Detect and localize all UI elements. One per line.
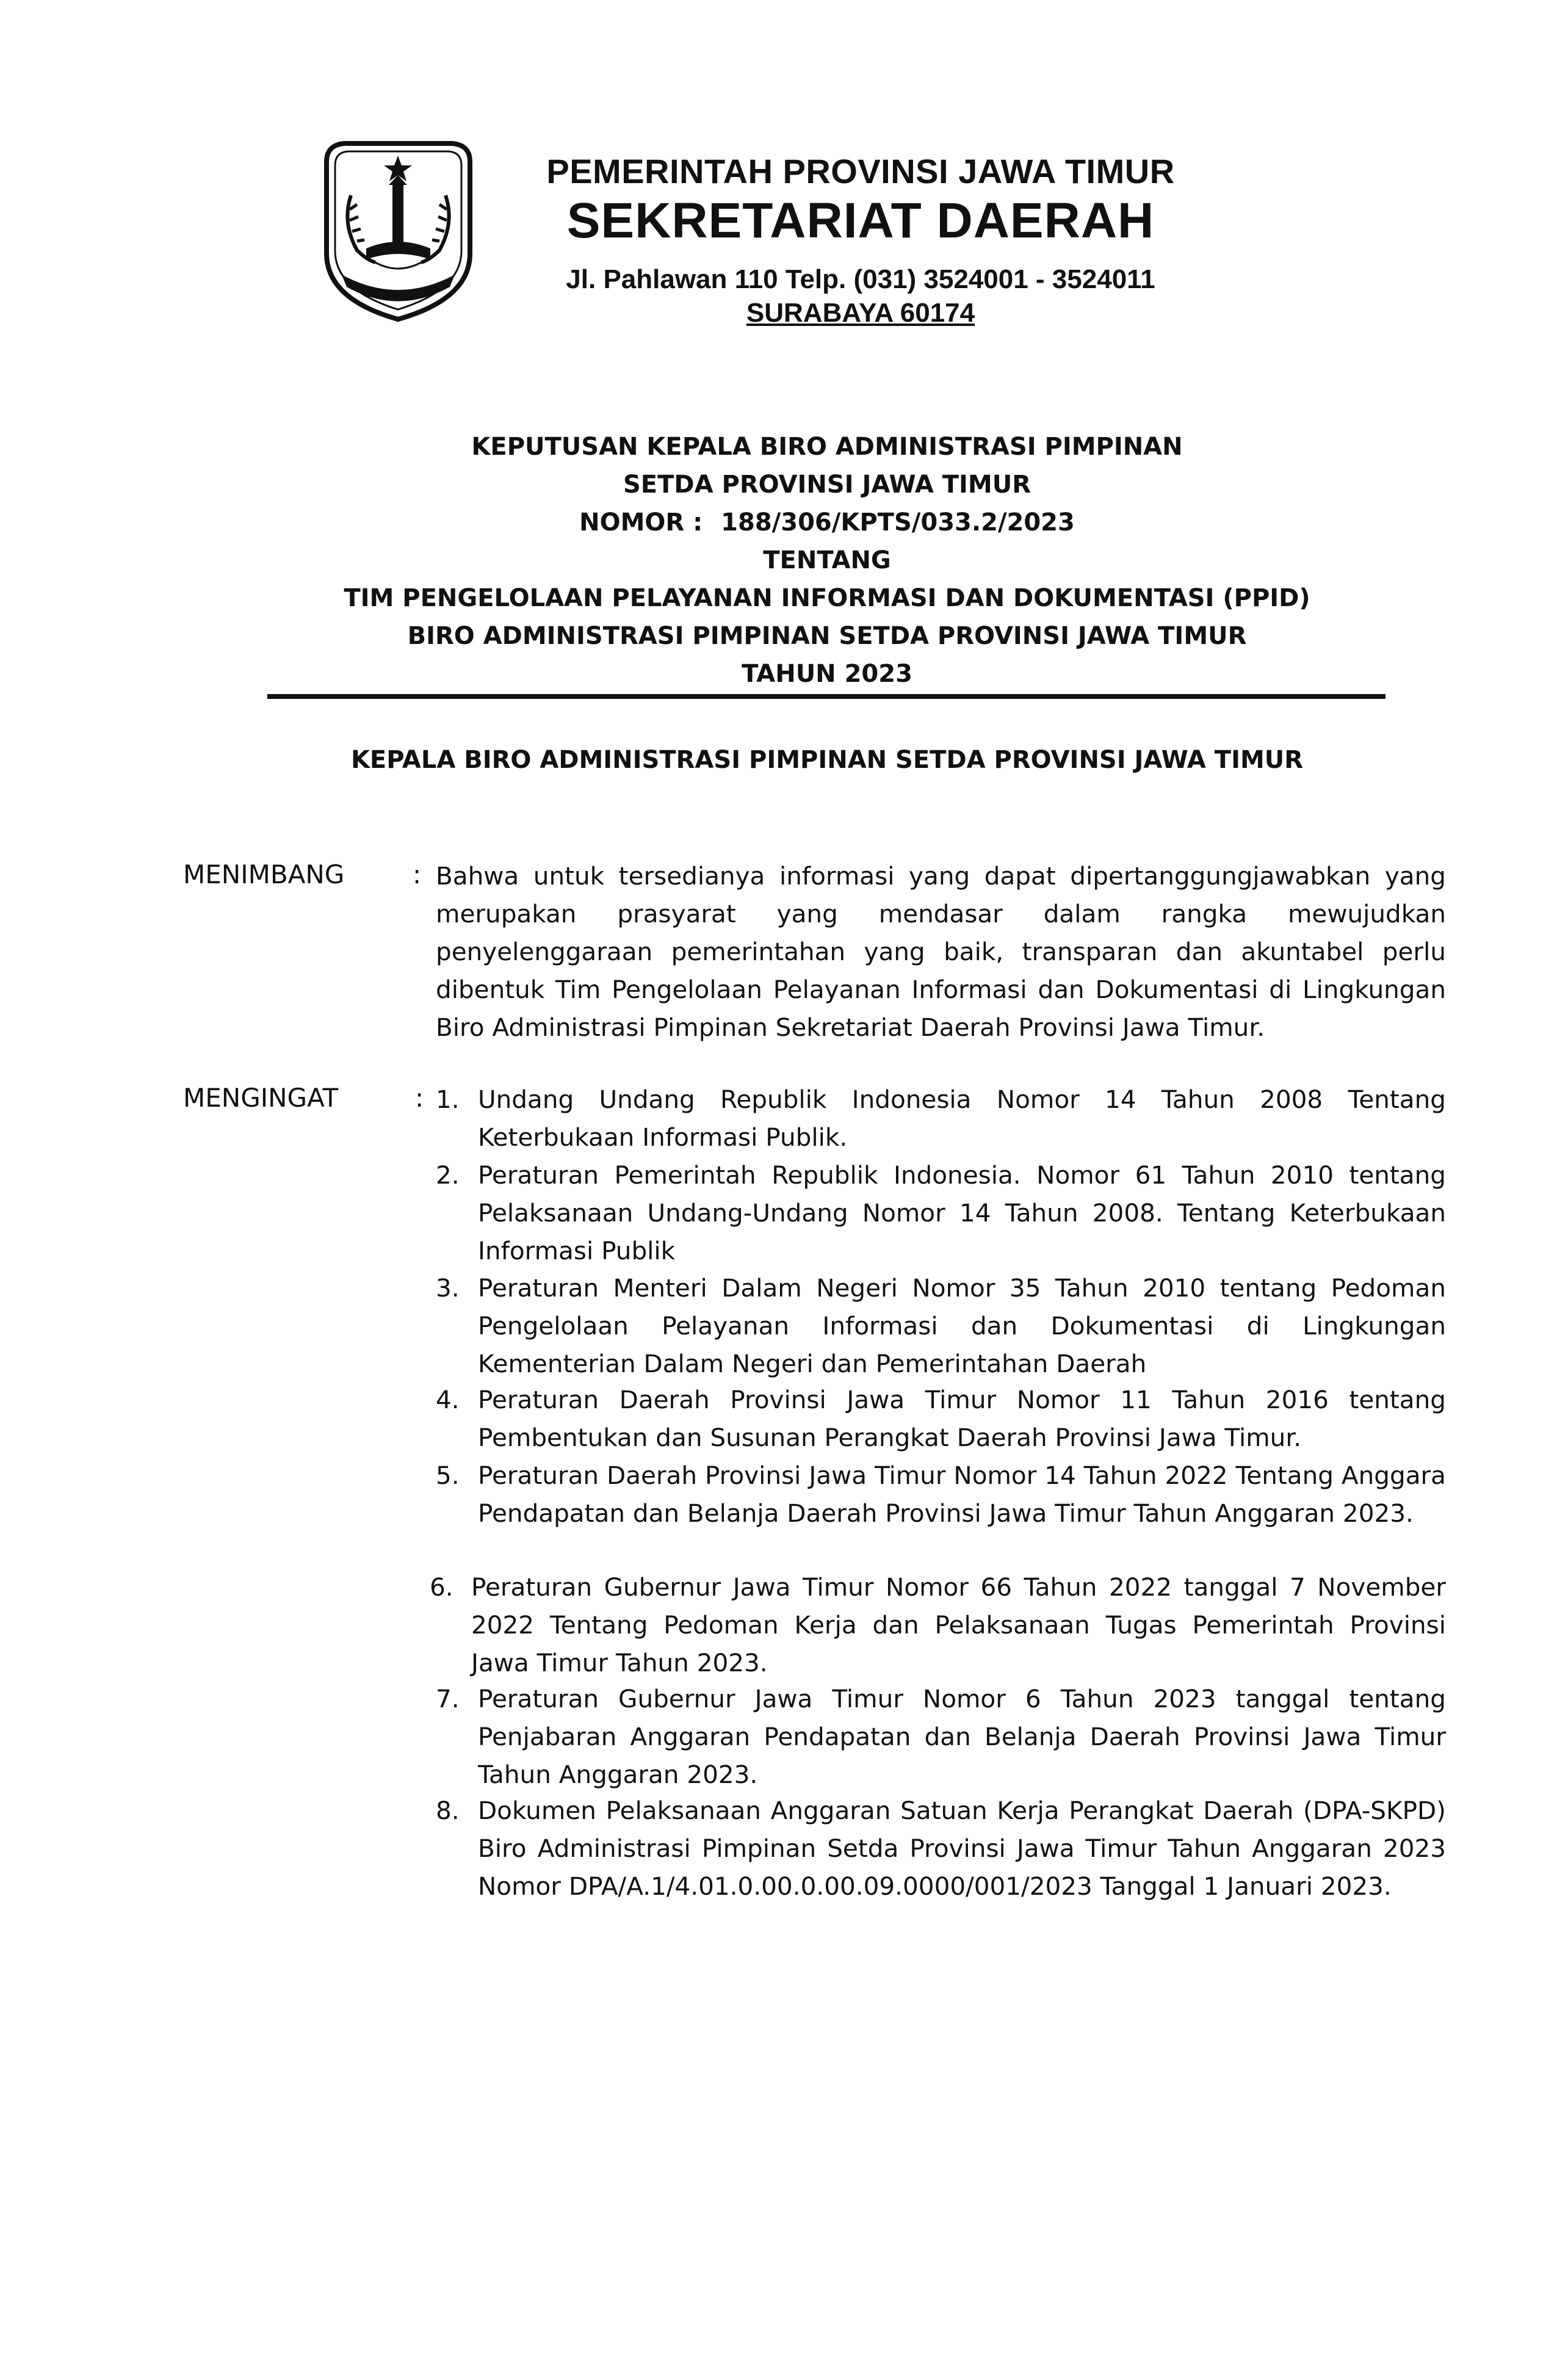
nomor-value: 188/306/KPTS/033.2/2023: [721, 508, 1075, 537]
mengingat-item-text: Peraturan Pemerintah Republik Indonesia. Nomor 61 Tahun 2010 tentang Pelaksanaan Undang-Undang Nomor 14 Tahun 2008. Tentang Keterbukaan Informasi Publik: [478, 1160, 1446, 1265]
mengingat-item-number: 2.: [436, 1160, 460, 1190]
mengingat-item-number: 1.: [436, 1085, 460, 1114]
mengingat-item-text: Dokumen Pelaksanaan Anggaran Satuan Kerja Perangkat Daerah (DPA-SKPD) Biro Administrasi Pimpinan Setda Provinsi Jawa Timur Tahun Anggaran 2023 Nomor DPA/A.1/4.01.0.00.0.00.09.0000/001/2023 Tanggal 1 Januari 2023.: [478, 1796, 1446, 1901]
mengingat-item-number: 7.: [436, 1684, 460, 1713]
mengingat-item-text: Peraturan Gubernur Jawa Timur Nomor 66 Tahun 2022 tanggal 7 November 2022 Tentang Pedoman Kerja dan Pelaksanaan Tugas Pemerintah Provinsi Jawa Timur Tahun 2023.: [471, 1572, 1446, 1677]
mengingat-item-text: Peraturan Daerah Provinsi Jawa Timur Nomor 11 Tahun 2016 tentang Pembentukan dan Susunan Perangkat Daerah Provinsi Jawa Timur.: [478, 1385, 1446, 1452]
menimbang-label: MENIMBANG: [183, 859, 345, 889]
mengingat-item-text: Peraturan Gubernur Jawa Timur Nomor 6 Tahun 2023 tanggal tentang Penjabaran Anggaran Pendapatan dan Belanja Daerah Provinsi Jawa Timur Tahun Anggaran 2023.: [478, 1684, 1446, 1789]
mengingat-item-number: 8.: [436, 1796, 460, 1825]
menimbang-text: Bahwa untuk tersedianya informasi yang dapat dipertanggungjawabkan yang merupakan prasyarat yang mendasar dalam rangka mewujudkan penyelenggaraan pemerintahan yang baik, transparan dan akuntabel perlu dibentuk Tim Pengelolaan Pelayanan Informasi dan Dokumentasi di Lingkungan Biro Administrasi Pimpinan Sekretariat Daerah Provinsi Jawa Timur.: [436, 861, 1446, 1042]
mengingat-item-number: 6.: [430, 1572, 453, 1602]
title-line-6: BIRO ADMINISTRASI PIMPINAN SETDA PROVINSI JAWA TIMUR: [407, 622, 1247, 650]
nomor-label: NOMOR :: [579, 508, 703, 537]
title-line-1: KEPUTUSAN KEPALA BIRO ADMINISTRASI PIMPINAN: [471, 433, 1183, 461]
letterhead-city: SURABAYA 60174: [746, 298, 975, 328]
mengingat-item-number: 4.: [436, 1385, 460, 1414]
mengingat-item-text: Peraturan Daerah Provinsi Jawa Timur Nomor 14 Tahun 2022 Tentang Anggara Pendapatan dan Belanja Daerah Provinsi Jawa Timur Tahun Anggaran 2023.: [478, 1461, 1446, 1528]
letterhead-address: Jl. Pahlawan 110 Telp. (031) 3524001 - 3524011: [566, 264, 1155, 294]
east-java-crest-logo: [314, 137, 482, 324]
letterhead-government: PEMERINTAH PROVINSI JAWA TIMUR: [546, 152, 1175, 190]
title-line-5: TIM PENGELOLAAN PELAYANAN INFORMASI DAN DOKUMENTASI (PPID): [344, 584, 1310, 612]
mengingat-label: MENGINGAT: [183, 1083, 339, 1113]
mengingat-colon: :: [415, 1083, 424, 1113]
mengingat-item-text: Peraturan Menteri Dalam Negeri Nomor 35 Tahun 2010 tentang Pedoman Pengelolaan Pelayanan Informasi dan Dokumentasi di Lingkungan Kementerian Dalam Negeri dan Pemerintahan Daerah: [478, 1273, 1446, 1378]
mengingat-item-number: 3.: [436, 1273, 460, 1303]
title-line-7: TAHUN 2023: [742, 660, 912, 688]
menimbang-colon: :: [413, 859, 422, 889]
mengingat-item-text: Undang Undang Republik Indonesia Nomor 14 Tahun 2008 Tentang Keterbukaan Informasi Publik.: [478, 1085, 1446, 1152]
title-divider: [267, 694, 1385, 699]
letterhead-office: SEKRETARIAT DAERAH: [566, 193, 1155, 248]
kepala-heading: KEPALA BIRO ADMINISTRASI PIMPINAN SETDA PROVINSI JAWA TIMUR: [350, 746, 1304, 774]
title-nomor: [269, 504, 1385, 541]
title-line-2: SETDA PROVINSI JAWA TIMUR: [623, 471, 1031, 499]
title-line-4: TENTANG: [763, 546, 891, 574]
mengingat-item-number: 5.: [436, 1461, 460, 1490]
